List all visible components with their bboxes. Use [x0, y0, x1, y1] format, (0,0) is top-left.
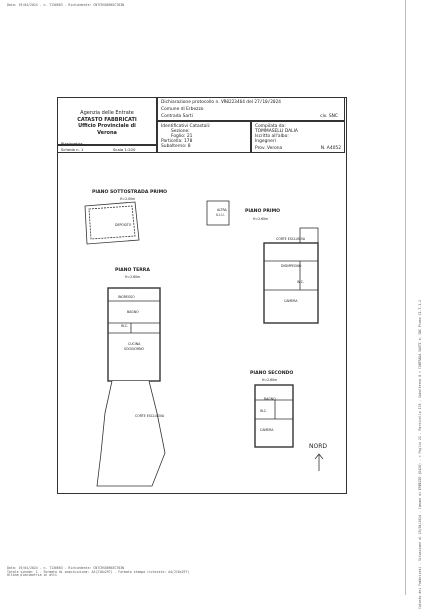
piano-secondo-plan — [255, 385, 293, 447]
foglio-label: Foglio: 21 — [171, 134, 193, 139]
catasto-title: CATASTO FABBRICATI — [77, 116, 137, 123]
right-vertical-caption: Catasto dei Fabbricati - Situazione al 19/04/2024 - Comune di ERBEZZO (D420) - < Foglio 21 - Particella 178 - Subalterno 8 > CONTRADA SARTI n. SNC Piano S1-T-1-2 — [418, 300, 422, 609]
planimetria-cell — [57, 141, 157, 153]
subalterno-label: Subalterno: 8 — [161, 144, 191, 149]
agency-cell — [57, 97, 157, 145]
scala-label: Scala 1:200 — [113, 147, 136, 152]
primo-camera-label: CAMERA — [284, 299, 298, 303]
civico-label: civ. SNC — [320, 114, 338, 119]
identificativi-cell — [157, 121, 251, 153]
bottom-metadata — [7, 567, 189, 578]
right-edge-line — [405, 0, 406, 595]
soggiorno-label: SOGGIORNO — [124, 347, 145, 351]
ufficio-city: Verona — [97, 129, 117, 136]
altra-uiu-label-1: ALTRA — [217, 208, 227, 212]
piano-terra-label: PIANO TERRA — [115, 268, 150, 273]
identificativi-label: Identificativi Catastali: — [161, 124, 211, 129]
dichiarazione-date: 27/10/2024 — [254, 100, 281, 105]
iscritto-label: Iscritto all'albo: — [255, 134, 289, 139]
piano-primo-plan — [264, 228, 318, 323]
wc-terra-label: W.C. — [121, 324, 129, 328]
compilata-name: TOMMASELLI DALIA — [255, 129, 298, 134]
compilata-label: Compilata da: — [255, 124, 286, 129]
bottom-meta-line-1: Data: 19/04/2024 - n. T136663 - Richiedente: CNTCRS00R63C783N — [7, 566, 125, 570]
bagno-secondo-label: BAGNO — [264, 397, 276, 401]
planimetria-label: Planimetria — [61, 141, 83, 146]
ingresso-label: INGRESSO — [118, 295, 135, 299]
dichiarazione-number: VR0223464 — [221, 100, 245, 105]
comune-label: Comune di Erbezzo — [161, 107, 204, 112]
piano-primo-label: PIANO PRIMO — [245, 209, 281, 214]
compilata-cell — [251, 121, 345, 153]
north-arrow-icon — [315, 454, 323, 471]
sezione-label: Sezione: — [171, 129, 190, 134]
top-metadata: Data: 19/04/2024 - n. T136663 - Richiedente: CNTCRS00R63C783N — [7, 3, 125, 7]
dichiarazione-label: Dichiarazione protocollo n. — [161, 100, 220, 105]
piano-terra-height: H=2.80m — [125, 275, 141, 279]
particella-label: Particella: 178 — [161, 139, 193, 144]
corte-esclusiva-primo-label: CORTE ESCLUSIVA — [276, 237, 306, 241]
cucina-label: CUCINA — [128, 342, 141, 346]
n-label: N. A4052 — [320, 146, 341, 151]
primo-wc-label: W.C. — [297, 280, 305, 284]
piano-secondo-label: PIANO SECONDO — [250, 371, 294, 376]
agency-name: Agenzia delle Entrate — [80, 110, 134, 116]
altra-uiu-label-2: U.I.U. — [216, 213, 225, 217]
deposito-label: DEPOSITO — [115, 223, 132, 227]
bottom-meta-line-2: Totale schede: 1 - Formato di acquisizione: A4(210x297) - Formato stampa richiesto: A4(210x297) — [7, 569, 190, 574]
nord-label: NORD — [309, 443, 327, 450]
piano-terra-plan — [97, 288, 165, 486]
piano-primo-height: H=2.60m — [253, 217, 269, 221]
del-label: del — [246, 100, 254, 105]
piano-sottostrada-label: PIANO SOTTOSTRADA PRIMO — [92, 190, 168, 195]
disimpegno-label: DISIMPEGNO — [281, 264, 302, 268]
floor-plan-drawing — [57, 153, 345, 492]
camera-secondo-label: CAMERA — [260, 428, 274, 432]
prov-label: Prov. Verona — [255, 146, 283, 151]
corte-esclusiva-label: CORTE ESCLUSIVA — [135, 414, 165, 418]
scheda-label: Scheda n. 1 — [61, 147, 84, 152]
bottom-meta-line-3: Ultima planimetria in atti — [7, 573, 57, 578]
bagno-terra-label: BAGNO — [127, 310, 139, 314]
ufficio-label: Ufficio Provinciale di — [78, 123, 136, 129]
piano-sottostrada-height: H=2.00m — [120, 197, 136, 201]
iscritto-value: Ingegneri — [255, 139, 276, 144]
wc-secondo-label: W.C. — [260, 409, 268, 413]
piano-secondo-height: H=2.60m — [262, 378, 278, 382]
via-label: Contrada Sarti — [161, 114, 193, 119]
dichiarazione-cell — [157, 97, 345, 121]
header-block — [57, 97, 345, 153]
